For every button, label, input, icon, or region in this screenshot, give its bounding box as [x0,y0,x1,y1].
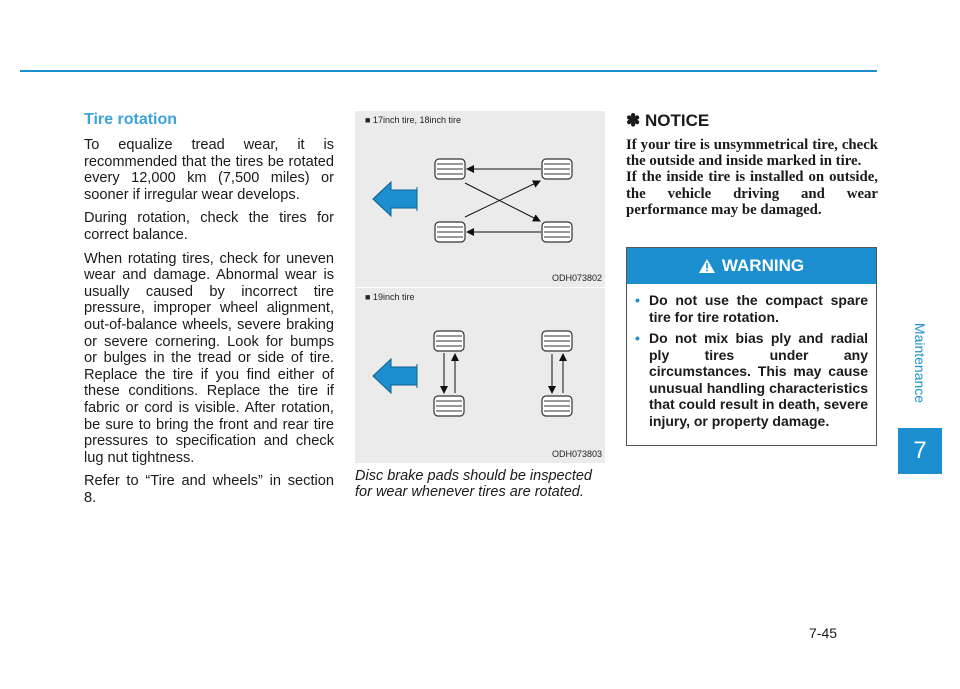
cross-rotation-svg [355,111,605,287]
notice-box [626,111,878,218]
figure-caption: Disc brake pads should be inspected for wear whenever tires are rotated. [355,468,592,500]
header-rule [20,70,877,72]
tire-front-right [542,331,572,351]
section-heading: Tire rotation [84,111,178,128]
figure-label: ■ 17inch tire, 18inch tire [365,115,461,125]
bullet-icon: • [635,330,640,346]
warning-box [626,247,877,446]
tire-rear-left [434,396,464,416]
tire-front-right [542,159,572,179]
tire-rear-right [542,222,572,242]
notice-line: If your tire is unsymmetrical tire, check the outside and inside marked in tire. [626,137,878,170]
tire-front-left [435,159,465,179]
chapter-tab[interactable]: 7 [898,428,942,474]
warning-list [627,284,876,429]
paragraph: When rotating tires, check for uneven wear and damage. Abnormal wear is usually caused by incorrect tire pressure, improper wheel alignment, out-of-balance wheels, severe braking or severe cornering. Look for bumps or bulges in the tread or side of tire. Replace the tire if you find either of these conditions. Replace the tire if fabric or cord is visible. After rotation, be sure to bring the front and rear tire pressures to specification and check lug nut tightness. [84,250,334,466]
tire-rotation-section [84,111,334,513]
notice-title: ✽ NOTICE [626,111,710,130]
tire-rear-right [542,396,572,416]
warning-item-text: Do not mix bias ply and radial ply tires under any circumstances. This may cause unusual handling characteristics that could result in death, severe injury, or property damage. [649,330,868,429]
section-label [898,300,942,425]
page-number: 7-45 [809,625,838,641]
warning-item-text: Do not use the compact spare tire for tire rotation. [649,292,868,325]
bullet-icon: • [635,292,640,308]
tire-front-left [434,331,464,351]
warning-triangle-icon [699,259,715,273]
warning-title: WARNING [721,256,805,275]
warning-item [635,292,868,325]
tire-rear-left [435,222,465,242]
front-rear-rotation-svg [355,288,605,463]
warning-header [627,248,876,284]
warning-item [635,330,868,429]
paragraph: Refer to “Tire and wheels” in section 8. [84,473,334,506]
notice-line: If the inside tire is installed on outside, the vehicle driving and wear performance may be damaged. [626,169,878,218]
paragraph: During rotation, check the tires for correct balance. [84,210,334,243]
direction-arrow-icon [373,359,417,393]
paragraph: To equalize tread wear, it is recommended that the tires be rotated every 12,000 km (7,500 miles) or sooner if irregular wear develops. [84,137,334,203]
figure-code: ODH073803 [551,449,602,459]
rotation-diagram-19 [355,288,605,463]
direction-arrow-icon [373,182,417,216]
rotation-diagram-17-18 [355,111,605,287]
figure-code: ODH073802 [551,273,602,283]
figure-label: ■ 19inch tire [365,292,415,302]
section-label-text: Maintenance [912,322,928,403]
